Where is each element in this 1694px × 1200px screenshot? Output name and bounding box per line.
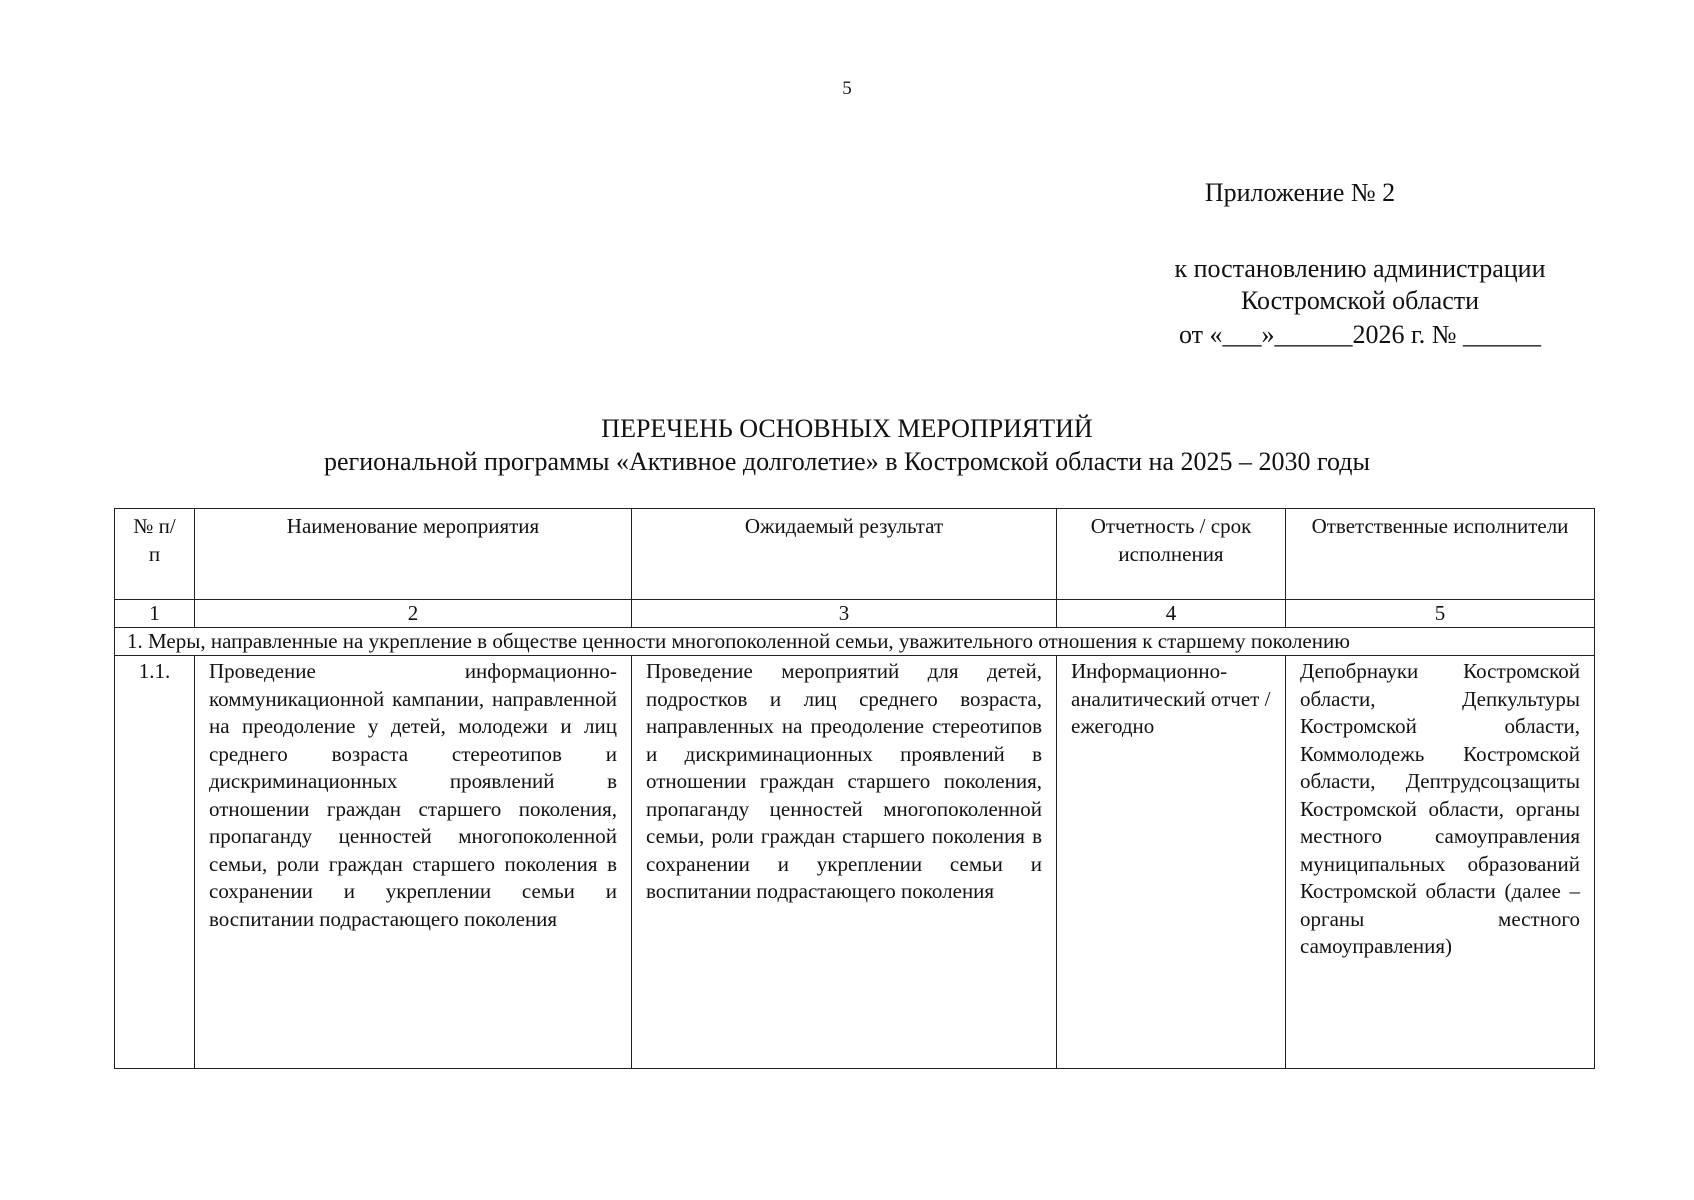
appendix-line-resolution: к постановлению администрации [1174,254,1546,283]
row-number: 1.1. [115,656,195,1069]
table-row [115,656,1595,1069]
column-number-row [115,600,1595,628]
column-number: 1 [115,600,195,628]
header-number: № п/п [115,509,195,600]
column-number: 4 [1057,600,1286,628]
column-number: 3 [632,600,1057,628]
row-reporting-deadline: Информационно-аналитический отчет / ежегодно [1057,656,1286,1069]
appendix-line-region: Костромской области [1240,286,1480,315]
header-reporting-deadline: Отчетность / срок исполнения [1057,509,1286,600]
section-row [115,628,1595,656]
column-number: 2 [195,600,632,628]
column-number: 5 [1286,600,1595,628]
section-title: 1. Меры, направленные на укрепление в обществе ценности многопоколенной семьи, уважительного отношения к старшему поколению [115,628,1595,656]
document-subtitle: региональной программы «Активное долголетие» в Костромской области на 2025 – 2030 годы [324,447,1370,476]
row-responsible-executors: Депобрнауки Костромской области, Депкультуры Костромской области, Коммолодежь Костромской области, Дептрудсоцзащиты Костромской области, органы местного самоуправления муниципальных образований Костромской области (далее – органы местного самоуправления) [1286,656,1595,1069]
row-expected-result: Проведение мероприятий для детей, подростков и лиц среднего возраста, направленных на преодоление стереотипов и дискриминационных проявлений в отношении граждан старшего поколения, пропаганду ценностей многопоколенной семьи, роли граждан старшего поколения в сохранении и укреплении семьи и воспитании подрастающего поколения [632,656,1057,1069]
header-measure-name: Наименование мероприятия [195,509,632,600]
document-title: ПЕРЕЧЕНЬ ОСНОВНЫХ МЕРОПРИЯТИЙ [601,414,1093,443]
appendix-line-date-number: от «___»______2026 г. № ______ [1178,320,1542,349]
header-responsible-executors: Ответственные исполнители [1286,509,1595,600]
page-number: 5 [842,78,852,99]
appendix-title: Приложение № 2 [1204,178,1396,207]
table-header-row [115,509,1595,600]
header-expected-result: Ожидаемый результат [632,509,1057,600]
measures-table [114,508,1595,1069]
row-measure-name: Проведение информационно-коммуникационной кампании, направленной на преодоление у детей, молодежи и лиц среднего возраста стереотипов и дискриминационных проявлений в отношении граждан старшего поколения, пропаганду ценностей многопоколенной семьи, роли граждан старшего поколения в сохранении и укреплении семьи и воспитании подрастающего поколения [195,656,632,1069]
